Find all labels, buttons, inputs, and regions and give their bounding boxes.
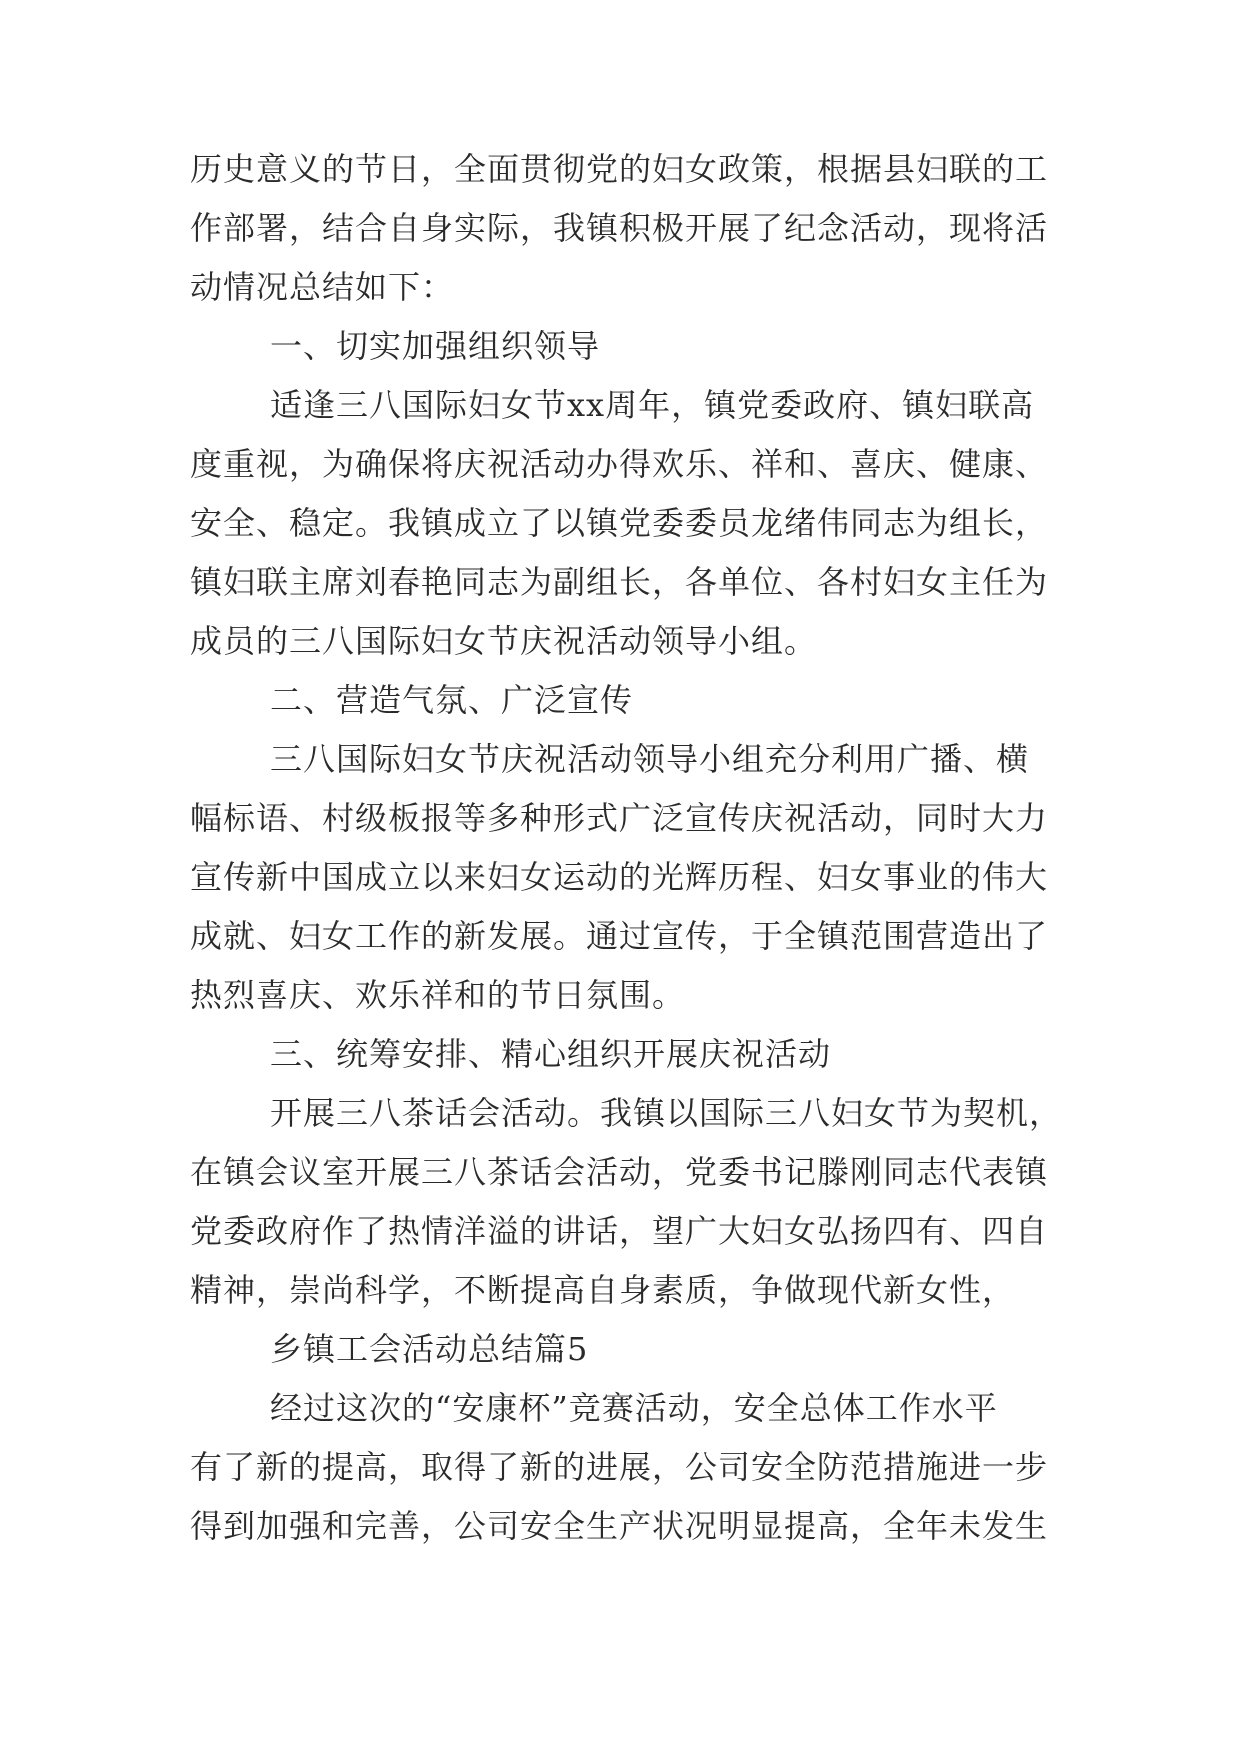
section-heading-2: 二、营造气氛、广泛宣传 [270, 681, 634, 719]
text-line: 动情况总结如下： [190, 268, 455, 306]
text-line: 党委政府作了热情洋溢的讲话，望广大妇女弘扬四有、四自 [190, 1212, 1049, 1250]
text-line: 幅标语、村级板报等多种形式广泛宣传庆祝活动，同时大力 [190, 799, 1049, 837]
text-line: 经过这次的“安康杯”竞赛活动，安全总体工作水平 [270, 1389, 998, 1427]
text-line: 度重视，为确保将庆祝活动办得欢乐、祥和、喜庆、健康、 [190, 445, 1049, 483]
text-line: 适逢三八国际妇女节xx周年，镇党委政府、镇妇联高 [270, 386, 1035, 424]
section-heading-1: 一、切实加强组织领导 [270, 327, 601, 365]
text-line: 在镇会议室开展三八茶话会活动，党委书记滕刚同志代表镇 [190, 1153, 1049, 1191]
section-heading-3: 三、统筹安排、精心组织开展庆祝活动 [270, 1035, 832, 1073]
text-line: 三八国际妇女节庆祝活动领导小组充分利用广播、横 [270, 740, 1030, 778]
text-line: 热烈喜庆、欢乐祥和的节日氛围。 [190, 976, 686, 1014]
text-line: 宣传新中国成立以来妇女运动的光辉历程、妇女事业的伟大 [190, 858, 1049, 896]
text-line: 成员的三八国际妇女节庆祝活动领导小组。 [190, 622, 818, 660]
text-line: 作部署，结合自身实际，我镇积极开展了纪念活动，现将活 [190, 209, 1049, 247]
text-line: 开展三八茶话会活动。我镇以国际三八妇女节为契机， [270, 1094, 1063, 1132]
document-body [190, 140, 1070, 1556]
article-title: 乡镇工会活动总结篇5 [270, 1330, 589, 1368]
text-line: 安全、稳定。我镇成立了以镇党委委员龙绪伟同志为组长， [190, 504, 1049, 542]
text-line: 有了新的提高，取得了新的进展，公司安全防范措施进一步 [190, 1448, 1049, 1486]
text-line: 镇妇联主席刘春艳同志为副组长，各单位、各村妇女主任为 [190, 563, 1049, 601]
text-line: 历史意义的节日，全面贯彻党的妇女政策，根据县妇联的工 [190, 150, 1049, 188]
text-line: 得到加强和完善，公司安全生产状况明显提高，全年未发生 [190, 1507, 1049, 1545]
text-line: 精神，崇尚科学，不断提高自身素质，争做现代新女性， [190, 1271, 1016, 1309]
text-line: 成就、妇女工作的新发展。通过宣传，于全镇范围营造出了 [190, 917, 1049, 955]
